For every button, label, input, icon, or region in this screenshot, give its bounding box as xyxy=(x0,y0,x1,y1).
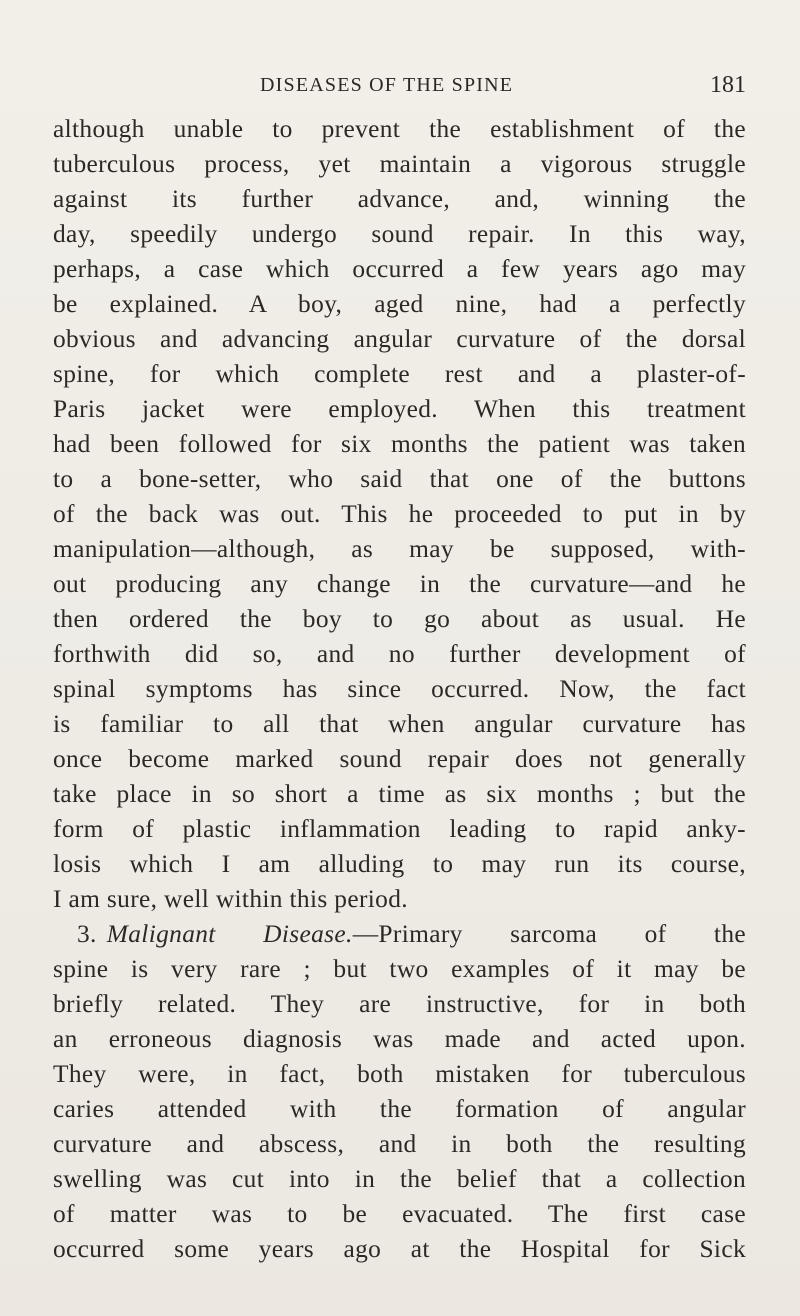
text-line: curvature and abscess, and in both the resulting xyxy=(53,1130,746,1158)
text-line: once become marked sound repair does not generally xyxy=(53,745,746,773)
text-line: is familiar to all that when angular curvature has xyxy=(53,710,746,738)
text-line: spinal symptoms has since occurred. Now, the fact xyxy=(53,675,746,703)
text-line: day, speedily undergo sound repair. In this way, xyxy=(53,220,746,248)
text-line: of the back was out. This he proceeded to put in by xyxy=(53,500,746,528)
text-line: form of plastic inflammation leading to rapid anky- xyxy=(53,815,746,843)
page-number: 181 xyxy=(710,72,746,98)
text-line: be explained. A boy, aged nine, had a perfectly xyxy=(53,290,746,318)
text-line: take place in so short a time as six months ; but the xyxy=(53,780,746,808)
text-line: forthwith did so, and no further development of xyxy=(53,640,746,668)
section-heading-line xyxy=(53,917,746,952)
text-line: Paris jacket were employed. When this treatment xyxy=(53,395,746,423)
text-line: manipulation—although, as may be supposed, with- xyxy=(53,535,746,563)
text-line: against its further advance, and, winning the xyxy=(53,185,746,213)
text-line: had been followed for six months the patient was taken xyxy=(53,430,746,458)
running-title: DISEASES OF THE SPINE xyxy=(260,74,514,96)
text-line: losis which I am alluding to may run its course, xyxy=(53,850,746,878)
text-line: I am sure, well within this period. xyxy=(53,885,408,913)
text-line: briefly related. They are instructive, for in both xyxy=(53,990,746,1018)
running-head xyxy=(53,74,780,108)
text-line: They were, in fact, both mistaken for tuberculous xyxy=(53,1060,746,1088)
text-line: to a bone-setter, who said that one of the buttons xyxy=(53,465,746,493)
text-line: perhaps, a case which occurred a few years ago may xyxy=(53,255,746,283)
text-line: out producing any change in the curvature—and he xyxy=(53,570,746,598)
text-line: occurred some years ago at the Hospital for Sick xyxy=(53,1235,746,1263)
text-line: tuberculous process, yet maintain a vigorous struggle xyxy=(53,150,746,178)
section-number: 3. xyxy=(77,920,97,948)
text-line: spine is very rare ; but two examples of it may be xyxy=(53,955,746,983)
text-line: an erroneous diagnosis was made and acted upon. xyxy=(53,1025,746,1053)
body-text xyxy=(53,112,746,1263)
text-line: obvious and advancing angular curvature of the dorsal xyxy=(53,325,746,353)
section-title: Malignant Disease. xyxy=(106,920,353,948)
section-first-line-text: —Primary sarcoma of the xyxy=(352,920,746,948)
text-line: caries attended with the formation of angular xyxy=(53,1095,746,1123)
text-line: spine, for which complete rest and a plaster-of- xyxy=(53,360,746,388)
text-line: then ordered the boy to go about as usual. He xyxy=(53,605,746,633)
text-line: although unable to prevent the establishment of the xyxy=(53,115,746,143)
text-line: swelling was cut into in the belief that a collection xyxy=(53,1165,746,1193)
text-line: of matter was to be evacuated. The first case xyxy=(53,1200,746,1228)
